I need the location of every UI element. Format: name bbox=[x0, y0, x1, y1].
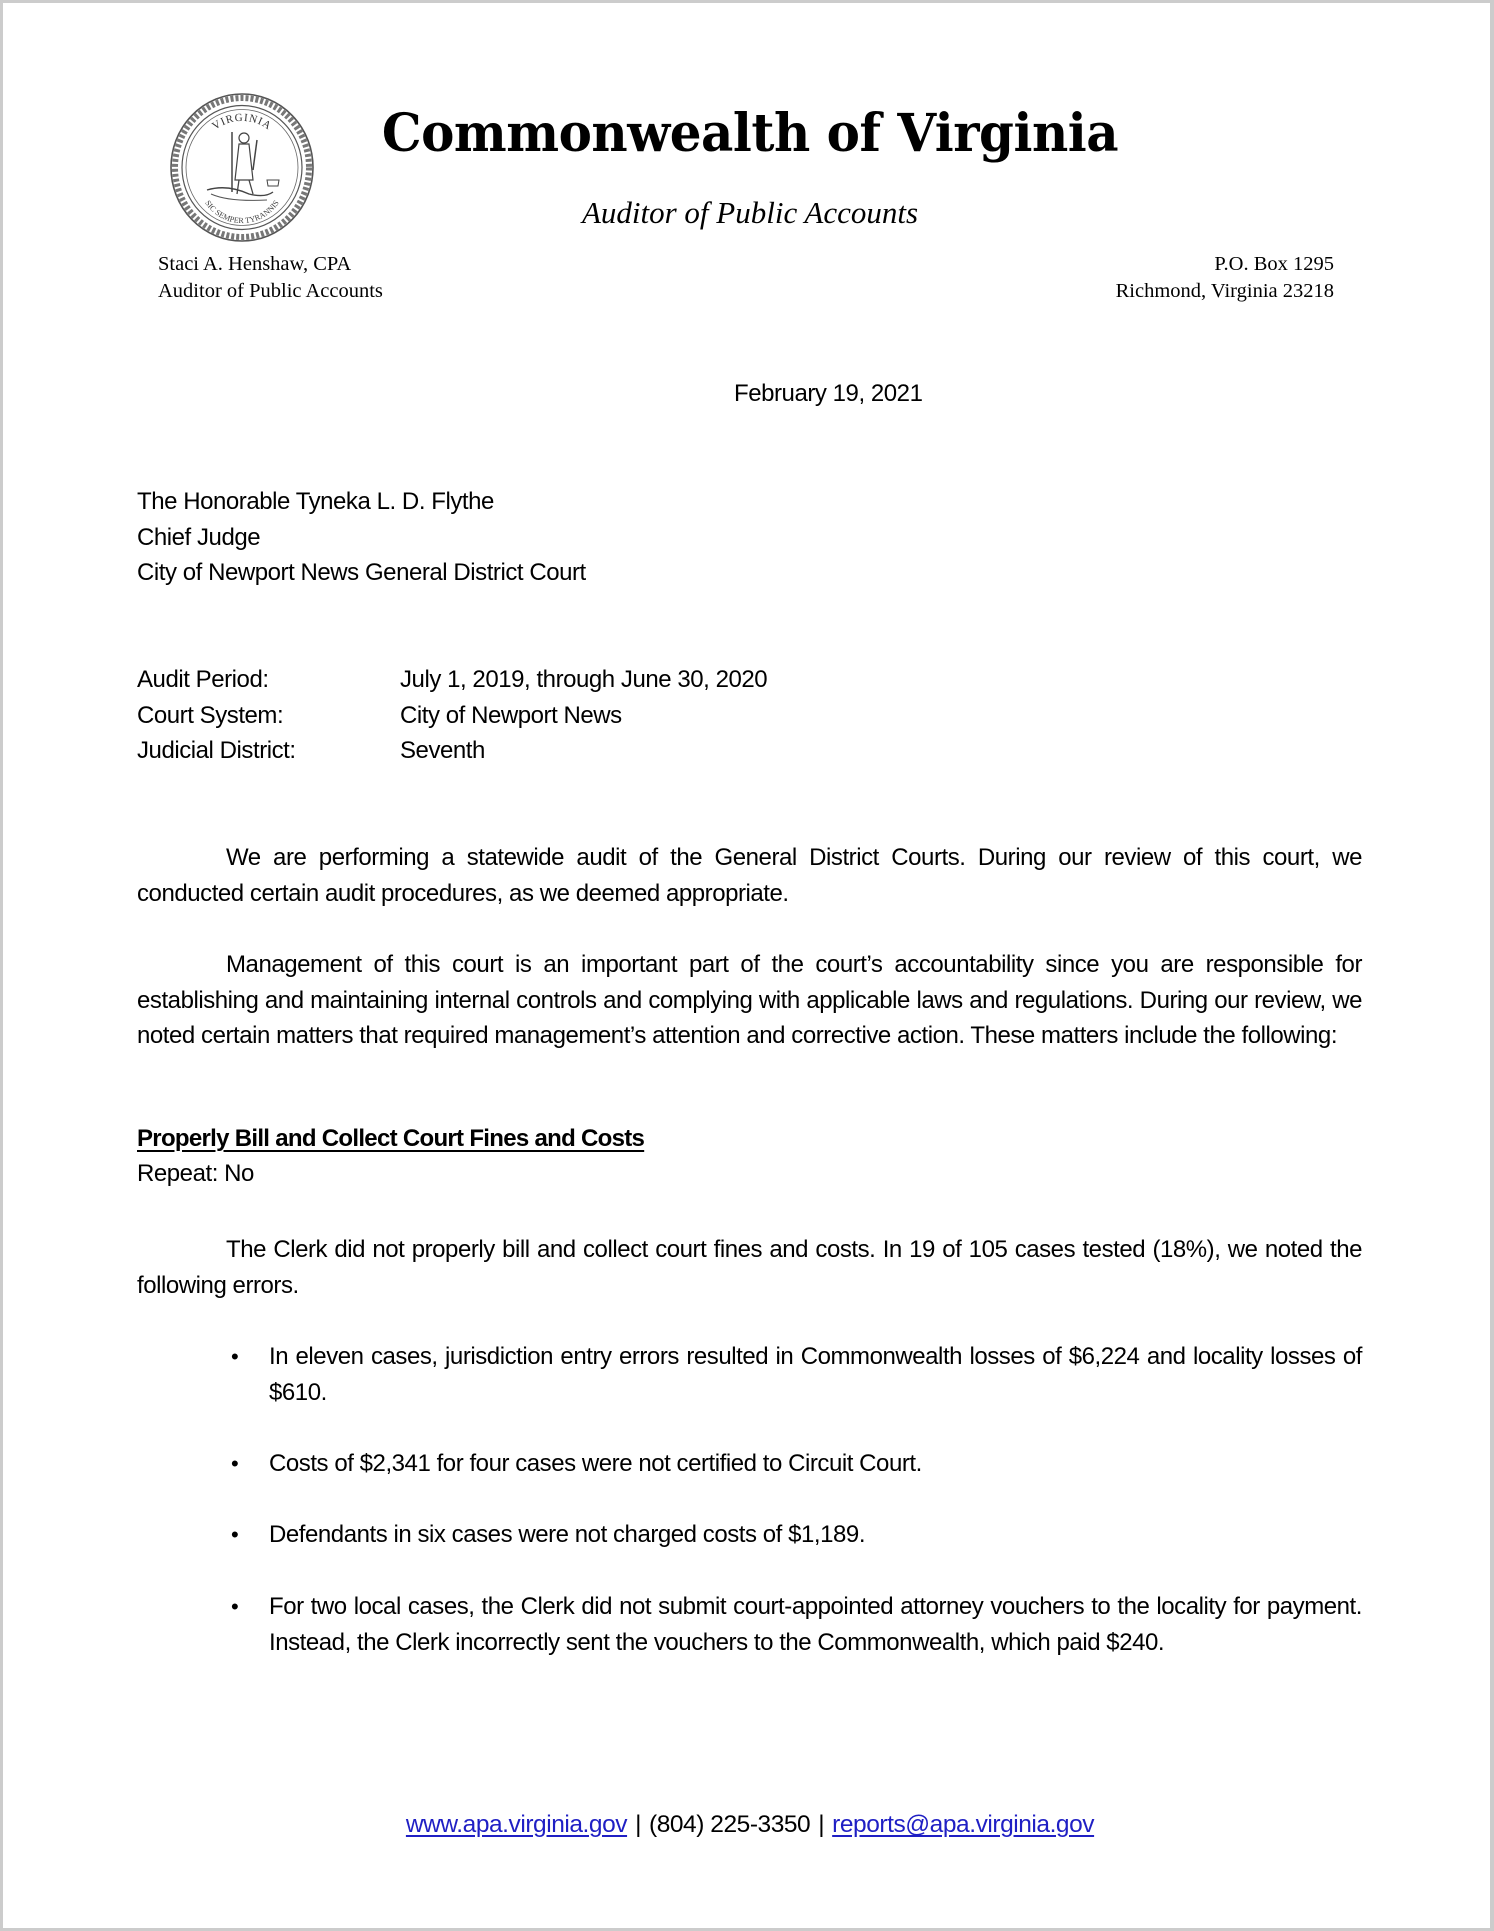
finding-bullet-list bbox=[231, 1517, 1362, 1553]
court-system-value: City of Newport News bbox=[400, 701, 622, 729]
bullet-icon: • bbox=[231, 1344, 239, 1369]
mailing-address bbox=[1116, 251, 1334, 305]
list-item: • Defendants in six cases were not charged costs of $1,189. bbox=[231, 1517, 1362, 1553]
bullet-icon: • bbox=[231, 1594, 239, 1619]
svg-text:SIC SEMPER TYRANNIS: SIC SEMPER TYRANNIS bbox=[203, 198, 281, 226]
address-line-1: P.O. Box 1295 bbox=[1214, 253, 1334, 275]
audit-info-block bbox=[137, 662, 767, 769]
bullet-icon: • bbox=[231, 1451, 239, 1476]
finding-bullet-list bbox=[231, 1589, 1362, 1660]
audit-period-row bbox=[137, 662, 767, 698]
judicial-district-label: Judicial District: bbox=[137, 737, 296, 765]
finding-bullet-list bbox=[231, 1339, 1362, 1410]
letter-date: February 19, 2021 bbox=[734, 380, 923, 407]
auditor-title: Auditor of Public Accounts bbox=[158, 280, 383, 302]
address-line-2: Richmond, Virginia 23218 bbox=[1115, 280, 1334, 302]
finding-bullet-list bbox=[231, 1446, 1362, 1482]
website-link[interactable]: www.apa.virginia.gov bbox=[405, 1811, 628, 1838]
list-item: • In eleven cases, jurisdiction entry errors resulted in Commonwealth losses of $6,224 and locality losses of $610. bbox=[231, 1339, 1362, 1410]
audit-period-value: July 1, 2019, through June 30, 2020 bbox=[400, 666, 768, 693]
addressee-court: City of Newport News General District Court bbox=[137, 559, 586, 587]
management-paragraph: Management of this court is an important part of the court’s accountability since you are responsible for establishing and maintaining internal controls and complying with applicable laws and regulations. During our review, we noted certain matters that required management’s attention and corrective action. These matters include the following: bbox=[137, 951, 1362, 1050]
court-system-row bbox=[137, 698, 767, 734]
auditor-info bbox=[158, 251, 383, 305]
court-system-label: Court System: bbox=[137, 701, 284, 729]
footer-separator: | bbox=[635, 1811, 641, 1838]
bullet-icon: • bbox=[231, 1522, 239, 1547]
list-item: • For two local cases, the Clerk did not submit court-appointed attorney vouchers to the locality for payment. Instead, the Clerk incorrectly sent the vouchers to the Commonwealth, which paid $240. bbox=[231, 1589, 1362, 1660]
addressee-title: Chief Judge bbox=[137, 523, 261, 551]
svg-text:VIRGINIA: VIRGINIA bbox=[210, 111, 274, 133]
letterhead-title: Commonwealth of Virginia bbox=[381, 103, 1119, 164]
auditor-name: Staci A. Henshaw, CPA bbox=[158, 253, 352, 275]
judicial-district-row bbox=[137, 733, 767, 769]
intro-paragraph: We are performing a statewide audit of the General District Courts. During our review of this court, we conducted certain audit procedures, as we deemed appropriate. bbox=[137, 844, 1362, 907]
finding-repeat-status: Repeat: No bbox=[137, 1160, 254, 1187]
audit-period-label: Audit Period: bbox=[137, 666, 269, 693]
addressee-name: The Honorable Tyneka L. D. Flythe bbox=[137, 488, 494, 515]
judicial-district-value: Seventh bbox=[400, 737, 485, 765]
footer-separator: | bbox=[818, 1811, 825, 1838]
addressee-block bbox=[137, 484, 586, 591]
footer-contact bbox=[3, 1811, 1494, 1839]
finding-heading: Properly Bill and Collect Court Fines and Costs bbox=[137, 1125, 645, 1152]
phone-number: (804) 225-3350 bbox=[648, 1811, 811, 1838]
list-item: • Costs of $2,341 for four cases were not certified to Circuit Court. bbox=[231, 1446, 1362, 1482]
letterhead-subtitle: Auditor of Public Accounts bbox=[581, 195, 919, 230]
email-link[interactable]: reports@apa.virginia.gov bbox=[832, 1811, 1095, 1838]
letter-page bbox=[3, 3, 1490, 1928]
finding-paragraph: The Clerk did not properly bill and collect court fines and costs. In 19 of 105 cases tested (18%), we noted the following errors. bbox=[137, 1236, 1362, 1299]
